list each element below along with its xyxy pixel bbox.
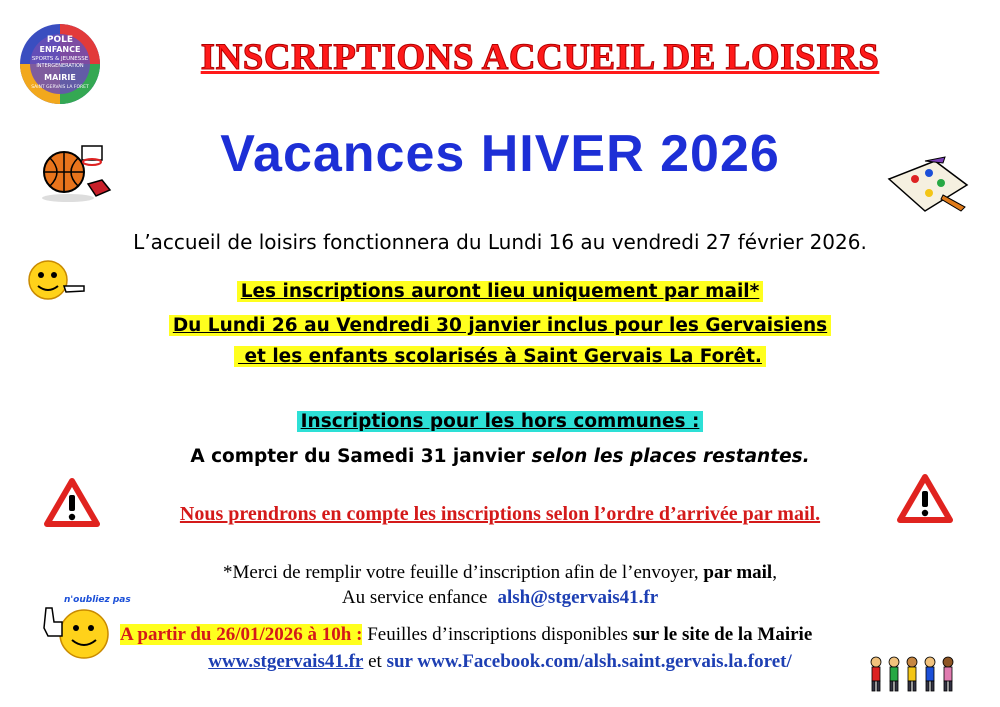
logo-text-5: MAIRIE <box>44 73 76 82</box>
highlight-line-1 <box>0 281 1000 302</box>
hors-communes-heading <box>0 411 1000 432</box>
highlight-text-3: et les enfants scolarisés à Saint Gervais La Forêt. <box>234 346 766 367</box>
logo-text-6: SAINT GERVAIS LA FORET <box>31 85 89 90</box>
logo-badge <box>18 22 102 106</box>
highlight-text-2: Du Lundi 26 au Vendredi 30 janvier inclus pour les Gervaisiens <box>169 315 831 336</box>
warning-text: Nous prendrons en compte les inscriptions selon l’ordre d’arrivée par mail. <box>179 503 821 525</box>
hors-communes-date <box>0 446 1000 467</box>
note-service-text: Au service enfance <box>341 587 488 608</box>
places-text: selon les places restantes. <box>531 446 810 467</box>
logo-text-2: ENFANCE <box>39 45 81 54</box>
email-link[interactable]: alsh@stgervais41.fr <box>497 587 659 608</box>
note-line-2 <box>0 587 1000 609</box>
note-comma: , <box>772 562 777 583</box>
highlight-text-1: Les inscriptions auront lieu uniquement par mail* <box>237 281 764 302</box>
page-title: INSCRIPTIONS ACCUEIL DE LOISIRS <box>200 37 880 78</box>
logo-text-1: POLE <box>46 35 74 45</box>
note-text-1: *Merci de remplir votre feuille d’inscription afin de l’envoyer, <box>223 562 704 583</box>
basketball-icon <box>38 140 118 204</box>
note-site-label: sur le site de la Mairie <box>632 624 813 645</box>
note-line-3 <box>120 624 990 646</box>
logo-text-4: INTERGENERATION <box>36 63 84 69</box>
note-sur: sur <box>386 651 418 672</box>
note-line-1 <box>0 562 1000 584</box>
note-mail-label: par mail <box>703 562 773 583</box>
smiley-thumbs-up-icon <box>36 592 131 662</box>
site-link[interactable]: www.stgervais41.fr <box>208 651 364 672</box>
paint-palette-icon <box>885 155 971 217</box>
date-text: A compter du Samedi 31 janvier <box>190 446 532 467</box>
sticker-text: n'oubliez pas <box>64 595 131 605</box>
note-line-4 <box>120 651 880 673</box>
note-text-3: Feuilles d’inscriptions disponibles <box>362 624 633 645</box>
facebook-link[interactable]: www.Facebook.com/alsh.saint.gervais.la.foret/ <box>417 651 792 672</box>
date-highlight: A partir du 26/01/2026 à 10h : <box>120 624 363 645</box>
note-and: et <box>363 651 387 672</box>
hors-communes-text: Inscriptions pour les hors communes : <box>297 411 704 432</box>
highlight-line-3 <box>0 346 1000 367</box>
page-subtitle: Vacances HIVER 2026 <box>220 125 780 183</box>
highlight-line-2 <box>0 315 1000 336</box>
logo-text-3: SPORTS & JEUNESSE <box>31 56 89 62</box>
intro-text: L’accueil de loisirs fonctionnera du Lundi 16 au vendredi 27 février 2026. <box>133 230 867 254</box>
children-icon <box>868 654 964 694</box>
